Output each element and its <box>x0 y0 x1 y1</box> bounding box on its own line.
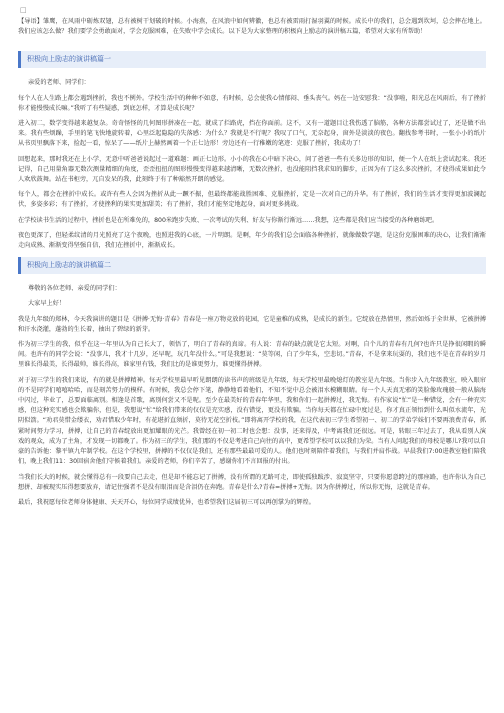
greeting: 大家早上好！ <box>28 300 66 308</box>
top-marker: □ <box>20 6 27 14</box>
salutation: 亲爱的老师、同学们： <box>28 79 90 87</box>
body-paragraph: 在学校读书生活的过程中，挫折也是在所难免的，800米跑步失败、一次考试的失利、好友与你渐行渐远……我想，这些都是我们应当接受的各种磨练吧。 <box>18 216 439 224</box>
body-paragraph: 进入初二，数学变得越来越复杂。奇奇怪怪的几何图形拼凑在一起，就成了拦路虎，挡在你面前。这不，又有一道题目让我伤透了脑筋，各种方法都尝试过了，还是做不出来。我有些烦躁，手里的笔飞快地旋转着，心里泛起隐隐的失落感：为什么？我就是不行呢？我叹了口气，无奈起身，窗外是淡淡的夜色。翻找参考书时，一张小小的纸片从书页里飘落下来，捡起一看，惊呆了——纸片上赫然画着一个正七边形！旁边还有一行稚嫩的笔迹：克服了挫折，我成功了！ <box>18 120 486 148</box>
section-heading-1: 积极向上励志的演讲稿篇一 <box>18 51 486 68</box>
body-paragraph: 每个人在人生路上都会遇到挫折，我也不例外。学校生活中的种种不如意，有时候，总会使我心情郁闷、垂头丧气。妈在一边安慰我：“没事啦，阳光总在风雨后，有了挫折你才能慢慢成长嘛。”我听了有些疑惑，到底怎样，才算是成长呢？ <box>18 94 486 112</box>
salutation: 尊敬的各位老师、亲爱的同学们： <box>28 285 121 293</box>
body-paragraph: 最后，我祝愿每位老师身体健康、天天开心，每位同学成绩优异，也希望我们这届初三可以再创掌为的辉煌。 <box>18 498 315 506</box>
section-heading-2: 积极向上励志的演讲稿篇二 <box>18 257 486 274</box>
body-paragraph: 作为初三学生的我，似乎在这一年里认为自己长大了，领悟了，明白了青春的真谛。有人说：青春的缺点就是它太短。对啊，自个儿的青春有几何?也许只是挣很闲暇的瞬间。也许有的同学会说：“没事儿，我才十几岁，还早呢，玩几年没什么。”可是我想说：“莫等闲，白了少年头，空悲切。”青春，不是拿来玩耍的，我们也不是在青春的岁月里谁长得最美，长得最帅，谁长得高，谁家里有钱，我们比的是谁更努力，谁更懂得拼搏。 <box>18 341 486 369</box>
body-paragraph: 每个人，都会在挫折中成长。或许有些人会因为挫折从此一蹶不振，但最终都能战胜困难、克服挫折，定是一次对自己的升华。有了挫折，我们的生活才变得更加波澜起伏，多姿多彩；有了挫折，才使挫利的果实更加甜美；有了挫折，我们才能坚定地起身，面对更多挑战。 <box>18 191 486 209</box>
body-paragraph: 对于初三学生的我们来说，有的就是拼搏精神。每天学校里最早听见朗朗的读书声的班级是九年级，每天学校里最晚熄灯的教室是九年级。当你步入九年级教室，映入眼帘的不是同学们嘻嘻哈哈，而是刻苦努力的模样。有时候，我总会停下笔，静静地看着他们，不知不觉中总会被泪水模糊眼睛。每一个人天真无邪的笑脸像玫瑰般一般从脑海中闪过，毕业了，总要面临离别。相逢是首歌，离别何尝又不是呢。至少在最美好的青春年华里，我和你们一起拼搏过，我无悔。有作家说“忙”是一种错觉，会有一种充实感，但这种充实感也会欺骗你，但是，我想说“忙”给我们带来的仅仅是充实感，没有错觉，更没有欺骗。当你每天都在忙碌中度过是，你才真正领悟到什么叫似水流年，光阴似箭。“劝君莫惜金缕衣，劝君惜取少年时，有花堪折直须折，莫待无花空折枝。”即将离开学校的我，在这代表初三学生希望初一、初二的学弟学妹们不要再浪费青春，抓紧时间努力学习，拼搏，让自己的青春绽放出更加耀眼的光芒。我曾经在初一初二时也会想：没事，还来得及，中考离我们还很远。可是，转眼三年过去了，我从看别人演戏的观众，成为了主角，才发现一切都晚了。作为初三的学生，我们那的不仅是考进自己向往的高中，更希望学校可以以我们为荣。当有人问起我们的母校是哪儿?我可以自豪的告诉他：黎平镇九年制学校。在这个学校里，拼搏的不仅仅是我们，还有那些最最可爱的人。他们也时刻陪伴着我们，与我们并肩作战。早晨我们7:00进教室他们陪我们，晚上我们11：30回宿舍他们守候着我们。亲爱的老师，你们辛苦了，感谢你们不言回报的付出。 <box>18 376 486 466</box>
intro-paragraph: 【导语】雏鹰，在风雨中砺炼双翅，总有被树干划破的时候。小海燕，在风浪中如何辨徽，也总有被雷雨打湿羽翼的时候。成长中的我们，总会遇到坎坷，总会摔在地上。我们应该怎么做？我们要学会勇敢面对，学会克服困难，在失败中学会成长。以下是为大家整理的积极向上励志的演讲稿五篇，希望对大家有所帮助！ <box>18 18 486 36</box>
body-paragraph: 当我们长大的时候，就会懂得总有一段要自己去走，但是却不能忘记了拼搏，没有所谓的无路可走，即使孤独跋涉、寂寞坚守，只要你愿意跨过的那座路，也许你认为自己想拼、却被现实压得想要放弃，请记住强者不是没有眼泪而是含泪仍在奔跑。青春是什么?青春=拼搏+无悔。因为你拼搏过，所以你无悔，这就是青春。 <box>18 473 486 491</box>
body-paragraph: 我是九年级的郑林，今天我演讲的题目是《拼搏·无悔·青春》青春是一座万物竞放的花园，它是童稚的成熟，是成长的新生。它绽放在热情里，然后如烁于全世界，它被拼搏和汗水浇灌，蓬勃的生长着，抽出了碧绿的新芽。 <box>18 315 486 333</box>
body-paragraph: 回想起来，那时我还在上小学，无意中听爸爸说起过一道难题：画正七边形。小小的我在心中暗下决心，问了爸爸一些有关多边形的知识，便一个人在纸上尝试起来。我还记得，自己用量角器无数次测量精细的角度，歪歪扭扭的图形慢慢变得越来越清晰，无数次挫折，也没能阻挡我求知的脚步，正因为有了这么多次挫折，才使得成果如此令人欢欣鼓舞。站在书柜旁，兀自发呆的我，此刻终于有了种豁然开朗的感觉。 <box>18 155 486 184</box>
body-paragraph: 夜色更深了，但轻柔纹清的月光照亮了这个夜晚，也照进我的心底，一片明朗。是啊，年少的我们总会面临各种挫折，就像做数学题，是这份克服困难的决心，让我们渐渐走向成熟、渐渐变得坚强自信，我们在挫折中，渐渐成长。 <box>18 231 486 250</box>
